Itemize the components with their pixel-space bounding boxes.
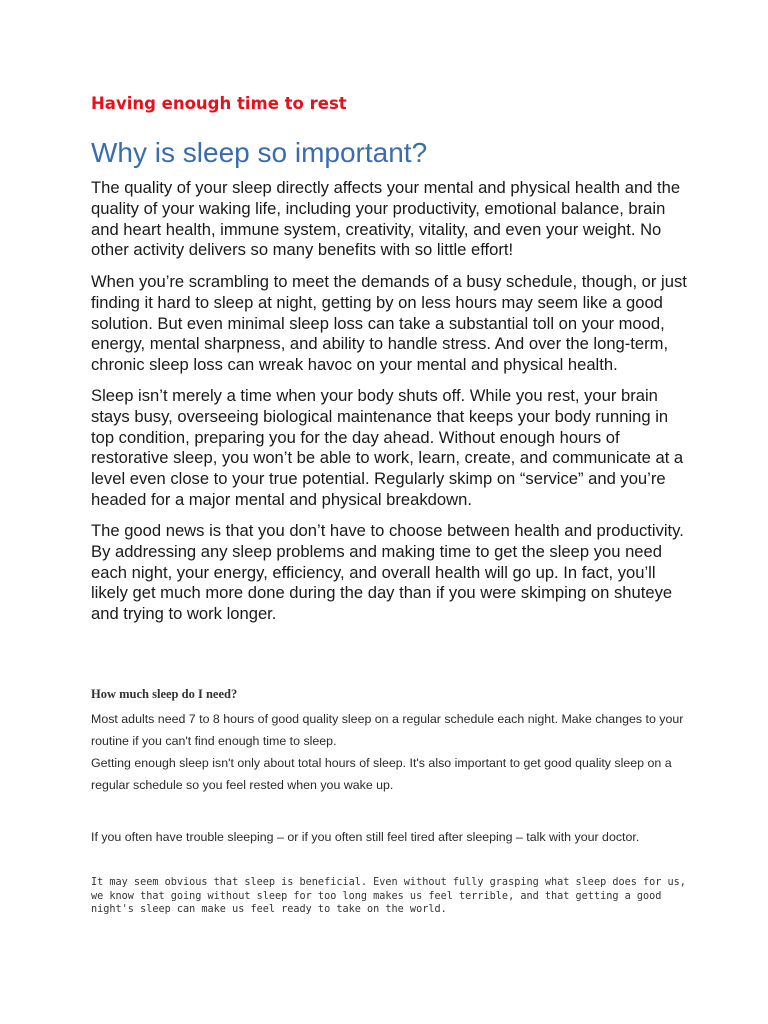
page-heading: Why is sleep so important? xyxy=(91,137,428,168)
paragraph-busy-schedule: When you’re scrambling to meet the demands of a busy schedule, though, or just finding it hard to sleep at night, getting by on less hours may seem like a good solution. But even minimal sleep loss can take a substantial toll on your mood, energy, mental sharpness, and ability to handle stress. And over the long-term, chronic sleep loss can wreak havoc on your mental and physical health. xyxy=(91,272,687,375)
paragraph-adults-need: Most adults need 7 to 8 hours of good quality sleep on a regular schedule each night. Make changes to your routine if you can't find enough time to sleep. xyxy=(91,712,684,748)
subheading-how-much-sleep: How much sleep do I need? xyxy=(91,687,238,701)
paragraph-talk-doctor: If you often have trouble sleeping – or if you often still feel tired after sleeping – talk with your doctor. xyxy=(91,830,640,844)
paragraph-quality: The quality of your sleep directly affects your mental and physical health and the quality of your waking life, including your productivity, emotional balance, brain and heart health, immune system, creativity, vitality, and even your weight. No other activity delivers so many benefits with so little effort! xyxy=(91,178,681,260)
paragraph-quality-schedule: Getting enough sleep isn't only about total hours of sleep. It's also important to get good quality sleep on a regular schedule so you feel rested when you wake up. xyxy=(91,756,672,792)
section-title: Having enough time to rest xyxy=(91,94,347,113)
paragraph-good-news: The good news is that you don’t have to choose between health and productivity. By addressing any sleep problems and making time to get the sleep you need each night, your energy, efficiency, and overall health will go up. In fact, you’ll likely get much more done during the day than if you were skimping on shuteye and trying to work longer. xyxy=(91,521,684,624)
paragraph-closing: It may seem obvious that sleep is beneficial. Even without fully grasping what sleep does for us, we know that going without sleep for too long makes us feel terrible, and that getting a good night's sleep can make us feel ready to take on the world. xyxy=(91,877,686,915)
paragraph-body-maintenance: Sleep isn’t merely a time when your body shuts off. While you rest, your brain stays busy, overseeing biological maintenance that keeps your body running in top condition, preparing you for the day ahead. Without enough hours of restorative sleep, you won’t be able to work, learn, create, and communicate at a level even close to your true potential. Regularly skimp on “service” and you’re headed for a major mental and physical breakdown. xyxy=(91,386,684,509)
